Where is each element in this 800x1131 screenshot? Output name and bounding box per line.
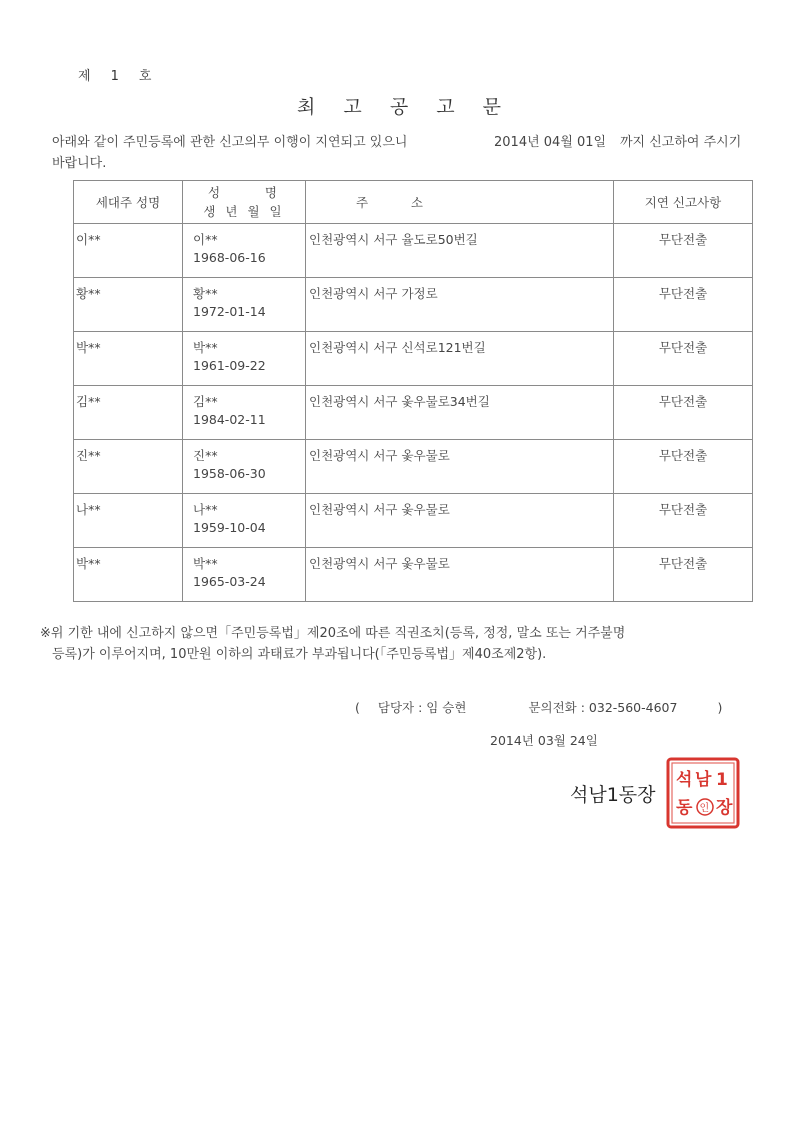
table-row <box>74 224 753 278</box>
legal-notice-line-2: 등록)가 이루어지며, 10만원 이하의 과태료가 부과됩니다(「주민등록법」제40조제2항). <box>52 647 547 662</box>
contact-person: 담당자 : 임 승현 <box>377 700 467 715</box>
legal-notice-line-1: ※위 기한 내에 신고하지 않으면「주민등록법」제20조에 따른 직권조치(등록, 정정, 말소 또는 거주불명 <box>40 626 626 641</box>
title-char: 고 <box>343 96 364 118</box>
householder-cell: 박** <box>76 340 101 355</box>
address-cell: 인천광역시 서구 옻우물로34번길 <box>309 394 490 409</box>
householder-cell: 이** <box>76 232 101 247</box>
address-cell: 인천광역시 서구 신석로121번길 <box>309 340 486 355</box>
contact-phone: 문의전화 : 032-560-4607 <box>528 700 678 715</box>
doc-number-suffix: 호 <box>138 69 152 84</box>
title-char: 최 <box>297 96 318 118</box>
name-cell: 이** <box>193 232 218 247</box>
householder-cell: 김** <box>76 394 101 409</box>
intro-line-2: 바랍니다. <box>52 156 107 171</box>
title-char: 문 <box>482 96 503 118</box>
intro-line-1: 아래와 같이 주민등록에 관한 신고의무 이행이 지연되고 있으니 <box>52 135 408 150</box>
header-address-left: 주 <box>356 195 369 210</box>
table-row <box>74 278 753 332</box>
svg-text:동: 동 <box>676 798 693 818</box>
header-report: 지연 신고사항 <box>614 181 753 224</box>
contact-info <box>355 698 722 716</box>
contact-close-paren: ) <box>717 700 723 715</box>
table-row <box>74 494 753 548</box>
dob-cell: 1972-01-14 <box>193 304 266 319</box>
address-cell: 인천광역시 서구 옻우물로 <box>309 556 450 571</box>
intro-line-1-tail: 까지 신고하여 주시기 <box>620 135 742 150</box>
name-cell: 나** <box>193 502 218 517</box>
status-cell: 무단전출 <box>658 232 708 247</box>
table-row <box>74 386 753 440</box>
name-cell: 김** <box>193 394 218 409</box>
header-dob: 생 년 월 일 <box>203 204 285 219</box>
header-name: 성 명 <box>208 185 280 200</box>
svg-text:장: 장 <box>716 798 733 818</box>
status-cell: 무단전출 <box>658 448 708 463</box>
doc-number-prefix: 제 <box>78 69 91 84</box>
table-row <box>74 332 753 386</box>
header-address <box>306 181 614 224</box>
dob-cell: 1984-02-11 <box>193 412 266 427</box>
householder-cell: 나** <box>76 502 101 517</box>
notice-table <box>73 180 753 602</box>
name-cell: 박** <box>193 340 218 355</box>
name-cell: 황** <box>193 286 218 301</box>
header-address-right: 소 <box>410 195 423 210</box>
dob-cell: 1968-06-16 <box>193 250 266 265</box>
dob-cell: 1965-03-24 <box>193 574 266 589</box>
status-cell: 무단전출 <box>658 556 708 571</box>
dob-cell: 1958-06-30 <box>193 466 266 481</box>
dob-cell: 1959-10-04 <box>193 520 266 535</box>
issuer-name: 석남1동장 <box>570 784 656 806</box>
address-cell: 인천광역시 서구 가정로 <box>309 286 438 301</box>
name-cell: 진** <box>193 448 218 463</box>
householder-cell: 박** <box>76 556 101 571</box>
issue-date: 2014년 03월 24일 <box>490 733 598 748</box>
svg-text:인: 인 <box>699 803 710 814</box>
official-seal-stamp <box>664 755 742 831</box>
status-cell: 무단전출 <box>658 340 708 355</box>
header-householder: 세대주 성명 <box>74 181 183 224</box>
svg-text:남: 남 <box>695 770 712 790</box>
table-row <box>74 548 753 602</box>
svg-text:1: 1 <box>716 770 728 790</box>
title-char: 공 <box>389 96 411 118</box>
svg-text:석: 석 <box>676 770 693 790</box>
name-cell: 박** <box>193 556 218 571</box>
table-header-row <box>74 181 753 224</box>
status-cell: 무단전출 <box>658 394 708 409</box>
title-char: 고 <box>436 96 457 118</box>
dob-cell: 1961-09-22 <box>193 358 266 373</box>
address-cell: 인천광역시 서구 옻우물로 <box>309 502 450 517</box>
doc-number-value: 1 <box>110 69 119 84</box>
header-name-dob <box>183 181 306 224</box>
address-cell: 인천광역시 서구 옻우물로 <box>309 448 450 463</box>
householder-cell: 진** <box>76 448 101 463</box>
status-cell: 무단전출 <box>658 502 708 517</box>
deadline-date: 2014년 04월 01일 <box>494 135 607 150</box>
contact-open-paren: ( <box>355 700 360 715</box>
document-number <box>78 65 151 84</box>
householder-cell: 황** <box>76 286 101 301</box>
page-title <box>0 92 800 119</box>
table-row <box>74 440 753 494</box>
address-cell: 인천광역시 서구 율도로50번길 <box>309 232 478 247</box>
status-cell: 무단전출 <box>658 286 708 301</box>
